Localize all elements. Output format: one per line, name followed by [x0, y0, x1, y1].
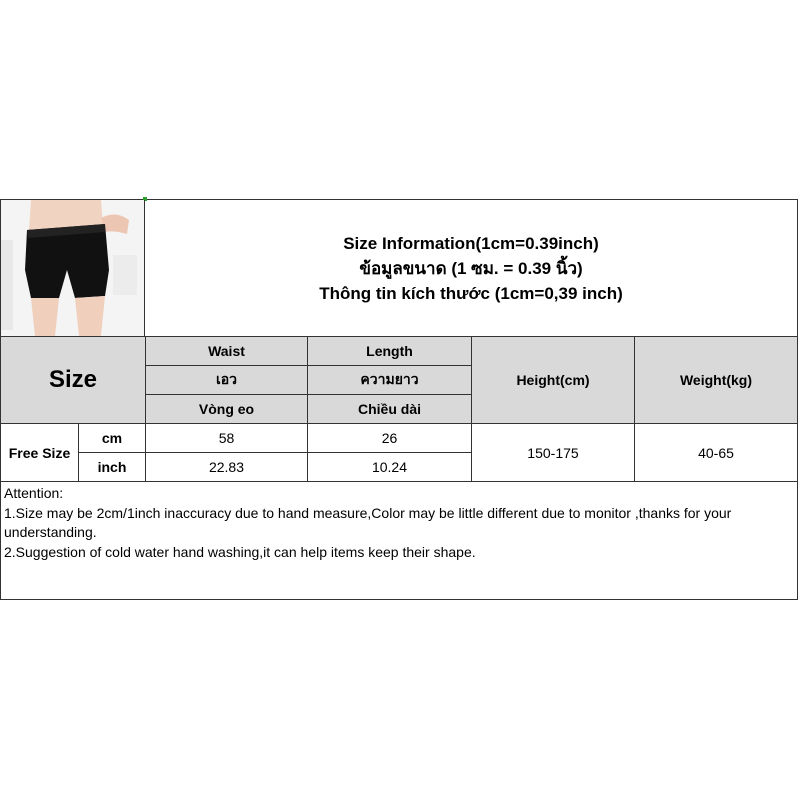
waist-cm-value: 58	[146, 424, 308, 453]
weight-value: 40-65	[635, 424, 798, 482]
length-header-en: Length	[308, 337, 472, 366]
waist-header-vi: Vòng eo	[146, 395, 308, 424]
weight-header: Weight(kg)	[635, 337, 798, 424]
title-thai: ข้อมูลขนาด (1 ซม. = 0.39 นิ้ว)	[359, 258, 583, 278]
waist-header-en: Waist	[146, 337, 308, 366]
attention-note-1: 1.Size may be 2cm/1inch inaccuracy due to hand measure,Color may be little different due to monitor ,thanks for your understanding.	[4, 504, 732, 540]
length-cm-value: 26	[308, 424, 472, 453]
unit-inch: inch	[79, 453, 146, 482]
length-inch-value: 10.24	[308, 453, 472, 482]
title-vietnamese: Thông tin kích thước (1cm=0,39 inch)	[319, 283, 623, 303]
length-header-th: ความยาว	[308, 366, 472, 395]
unit-cm: cm	[79, 424, 146, 453]
height-value: 150-175	[472, 424, 635, 482]
size-header: Size	[1, 337, 146, 424]
attention-heading: Attention:	[4, 485, 64, 501]
product-photo	[1, 200, 145, 336]
length-header-vi: Chiều dài	[308, 395, 472, 424]
attention-notes	[4, 484, 796, 562]
free-size-label: Free Size	[1, 424, 79, 482]
attention-note-2: 2.Suggestion of cold water hand washing,it can help items keep their shape.	[4, 543, 476, 560]
size-information-title	[145, 200, 797, 336]
height-header: Height(cm)	[472, 337, 635, 424]
size-table	[0, 336, 798, 482]
waist-inch-value: 22.83	[146, 453, 308, 482]
title-english: Size Information(1cm=0.39inch)	[343, 233, 599, 253]
waist-header-th: เอว	[146, 366, 308, 395]
